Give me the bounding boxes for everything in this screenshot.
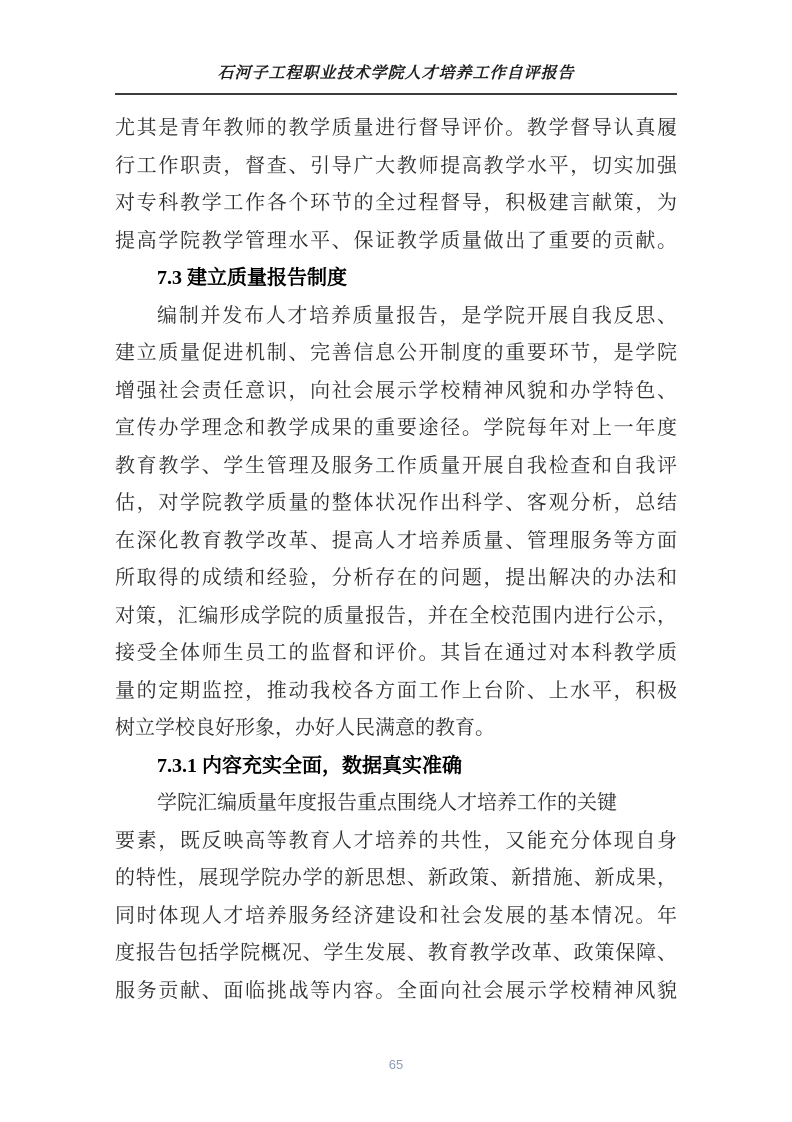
text-line: 在深化教育教学改革、提高人才培养质量、管理服务等方面	[115, 529, 677, 552]
text-line: 的特性，展现学院办学的新思想、新政策、新措施、新成果，	[115, 867, 677, 889]
text-line: 提高学院教学管理水平、保证教学质量做出了重要的贡献。	[115, 229, 677, 252]
text-line: 估，对学院教学质量的整体状况作出科学、客观分析，总结	[115, 492, 677, 514]
text-line: 增强社会责任意识，向社会展示学校精神风貌和办学特色、	[115, 379, 677, 402]
section-heading-7-3-1: 7.3.1 内容充实全面，数据真实准确	[157, 754, 462, 777]
text-line: 宣传办学理念和教学成果的重要途径。学院每年对上一年度	[115, 417, 677, 439]
text-line: 所取得的成绩和经验，分析存在的问题，提出解决的办法和	[115, 567, 677, 589]
page-header	[115, 0, 677, 95]
text-line: 尤其是青年教师的教学质量进行督导评价。教学督导认真履	[115, 117, 677, 139]
text-line: 对专科教学工作各个环节的全过程督导，积极建言献策，为	[115, 192, 677, 214]
header-rule	[115, 93, 677, 95]
text-line: 量的定期监控，推动我校各方面工作上台阶、上水平，积极	[115, 679, 677, 702]
text-line: 建立质量促进机制、完善信息公开制度的重要环节，是学院	[115, 342, 677, 364]
document-body	[115, 110, 677, 1010]
section-heading-7-3: 7.3 建立质量报告制度	[157, 267, 347, 289]
text-line: 对策，汇编形成学院的质量报告，并在全校范围内进行公示，	[115, 604, 677, 627]
page-number: 65	[388, 1057, 404, 1072]
text-line: 接受全体师生员工的监督和评价。其旨在通过对本科教学质	[115, 642, 677, 664]
text-line: 同时体现人才培养服务经济建设和社会发展的基本情况。年	[115, 904, 677, 927]
text-line: 教育教学、学生管理及服务工作质量开展自我检查和自我评	[115, 454, 677, 477]
text-line: 行工作职责，督查、引导广大教师提高教学水平，切实加强	[115, 154, 677, 177]
text-line: 服务贡献、面临挑战等内容。全面向社会展示学校精神风貌	[115, 979, 677, 1002]
text-line: 要素，既反映高等教育人才培养的共性，又能充分体现自身	[115, 829, 677, 852]
running-header-title: 石河子工程职业技术学院人才培养工作自评报告	[217, 65, 575, 82]
text-line: 学院汇编质量年度报告重点围绕人才培养工作的关键	[157, 792, 617, 814]
text-line: 树立学校良好形象，办好人民满意的教育。	[115, 717, 495, 739]
page-footer	[0, 1056, 792, 1074]
text-line: 编制并发布人才培养质量报告，是学院开展自我反思、	[157, 304, 677, 327]
text-line: 度报告包括学院概况、学生发展、教育教学改革、政策保障、	[115, 942, 677, 964]
